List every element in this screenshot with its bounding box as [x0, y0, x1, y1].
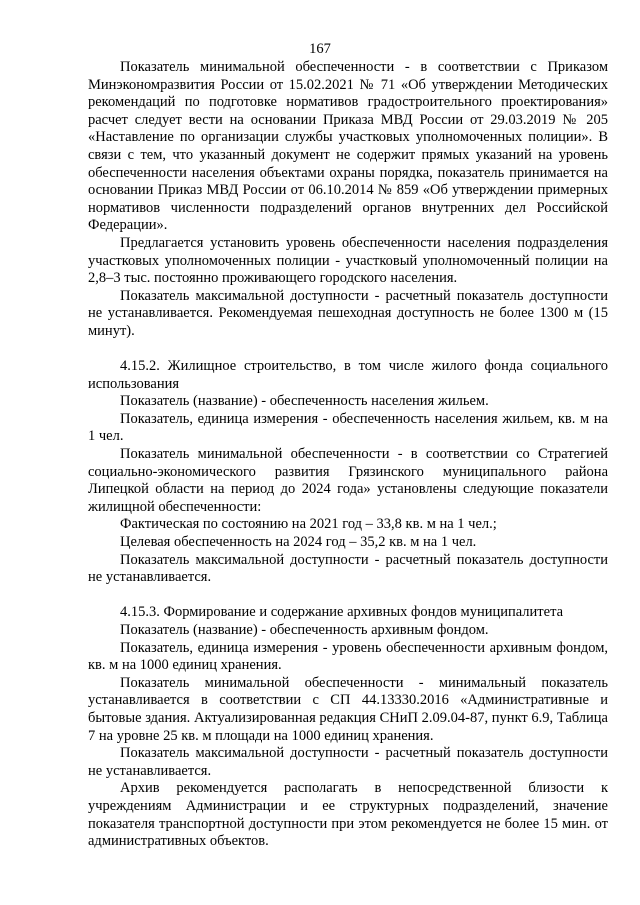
- paragraph: Показатель максимальной доступности - расчетный показатель доступности не устанавливается. Рекомендуемая пешеходная доступность не более 1300 м (15 минут).: [88, 287, 608, 339]
- paragraph: Предлагается установить уровень обеспеченности населения подразделения участковых уполномоченных полиции - участковый уполномоченный полиции на 2,8–3 тыс. постоянно проживающего городского населения.: [88, 234, 608, 287]
- paragraph: 4.15.2. Жилищное строительство, в том числе жилого фонда социального использования: [88, 358, 608, 392]
- paragraph: Показатель максимальной доступности - расчетный показатель доступности не устанавливается.: [88, 745, 608, 779]
- paragraph: Показатель минимальной обеспеченности - минимальный показатель устанавливается в соответствии с СП 44.13330.2016 «Административные и бытовые здания. Актуализированная редакция СНиП 2.09.04-87, пункт 6.9, Таблица 7 на уровне 25 кв. м площади на 1000 единиц хранения.: [88, 674, 608, 744]
- paragraph: Показатель максимальной доступности - расчетный показатель доступности не устанавливается.: [88, 551, 608, 586]
- paragraph: Показатель (название) - обеспеченность архивным фондом.: [120, 622, 489, 638]
- section-gap: [88, 587, 608, 605]
- paragraph: Показатель минимальной обеспеченности - в соответствии с Приказом Минэкономразвития России от 15.02.2021 № 71 «Об утверждении Методических рекомендаций по подготовке нормативов градостроительного проектирования» расчет следует вести на основании Приказа МВД России от 29.03.2019 № 205 «Наставление по организации службы участковых уполномоченных полиции». В связи с тем, что указанный документ не содержит прямых указаний на уровень обеспеченности населения объектами охраны порядка, показатель принимается на основании Приказ МВД России от 06.10.2014 № 859 «Об утверждении примерных нормативов численности подразделений органов внутренних дел Российской Федерации».: [88, 59, 608, 234]
- paragraph: Фактическая по состоянию на 2021 год – 33,8 кв. м на 1 чел.;: [120, 516, 497, 533]
- paragraph: Показатель, единица измерения - уровень обеспеченности архивным фондом, кв. м на 1000 единиц хранения.: [88, 639, 608, 674]
- paragraph: Архив рекомендуется располагать в непосредственной близости к учреждениям Администрации и ее структурных подразделений, значение показателя транспортной доступности при этом рекомендуется не более 15 мин. от административных объектов.: [88, 780, 608, 850]
- paragraph: Показатель, единица измерения - обеспеченность населения жильем, кв. м на 1 чел.: [88, 410, 608, 445]
- section-gap: [88, 341, 608, 359]
- paragraph: Показатель (название) - обеспеченность населения жильем.: [120, 393, 489, 410]
- paragraph: 4.15.3. Формирование и содержание архивных фондов муниципалитета: [120, 604, 564, 621]
- page-number: 167: [309, 41, 331, 57]
- page-content: [88, 59, 608, 851]
- paragraph: Показатель минимальной обеспеченности - в соответствии со Стратегией социально-экономического развития Грязинского муниципального района Липецкой области на период до 2024 года» установлены следующие показатели жилищной обеспеченности:: [88, 446, 608, 515]
- paragraph: Целевая обеспеченность на 2024 год – 35,2 кв. м на 1 чел.: [120, 534, 477, 551]
